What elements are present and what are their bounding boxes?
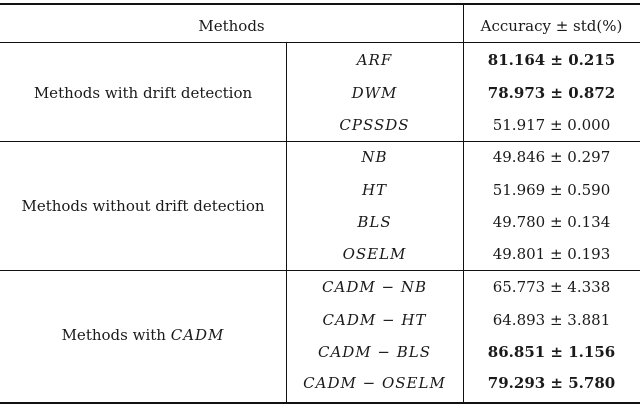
top-rule bbox=[0, 3, 640, 5]
accuracy-value: 49.780 ± 0.134 bbox=[492, 213, 611, 231]
method-name: ARF bbox=[356, 51, 393, 69]
accuracy-value: 49.846 ± 0.297 bbox=[492, 148, 611, 166]
method-name: HT bbox=[361, 181, 388, 199]
method-name: NB bbox=[361, 148, 388, 166]
accuracy-value: 51.917 ± 0.000 bbox=[492, 116, 611, 134]
method-name: CADM − OSELM bbox=[303, 374, 446, 392]
accuracy-value: 49.801 ± 0.193 bbox=[492, 245, 611, 263]
accuracy-value: 81.164 ± 0.215 bbox=[487, 51, 616, 69]
group-label: Methods without drift detection bbox=[21, 197, 265, 215]
accuracy-value: 79.293 ± 5.780 bbox=[487, 374, 616, 392]
accuracy-value: 64.893 ± 3.881 bbox=[492, 311, 611, 329]
method-name: OSELM bbox=[342, 245, 407, 263]
accuracy-value: 65.773 ± 4.338 bbox=[492, 278, 611, 296]
method-name: DWM bbox=[351, 84, 398, 102]
group-label-italic: CADM bbox=[170, 326, 225, 344]
accuracy-value: 78.973 ± 0.872 bbox=[487, 84, 616, 102]
group2-rule bbox=[0, 270, 640, 271]
accuracy-value: 86.851 ± 1.156 bbox=[487, 343, 616, 361]
group-label bbox=[0, 325, 286, 345]
group1-rule bbox=[0, 141, 640, 142]
header-methods: Methods bbox=[198, 17, 265, 35]
method-name: BLS bbox=[357, 213, 392, 231]
header-rule bbox=[0, 42, 640, 43]
method-name: CADM − NB bbox=[322, 278, 427, 296]
accuracy-value: 51.969 ± 0.590 bbox=[492, 181, 611, 199]
method-name: CPSSDS bbox=[339, 116, 410, 134]
header-accuracy: Accuracy ± std(%) bbox=[480, 17, 623, 35]
method-name: CADM − BLS bbox=[317, 343, 432, 361]
group-label: Methods with drift detection bbox=[33, 84, 253, 102]
group-label-prefix: Methods with bbox=[61, 326, 166, 344]
method-name: CADM − HT bbox=[322, 311, 427, 329]
bottom-rule bbox=[0, 402, 640, 404]
